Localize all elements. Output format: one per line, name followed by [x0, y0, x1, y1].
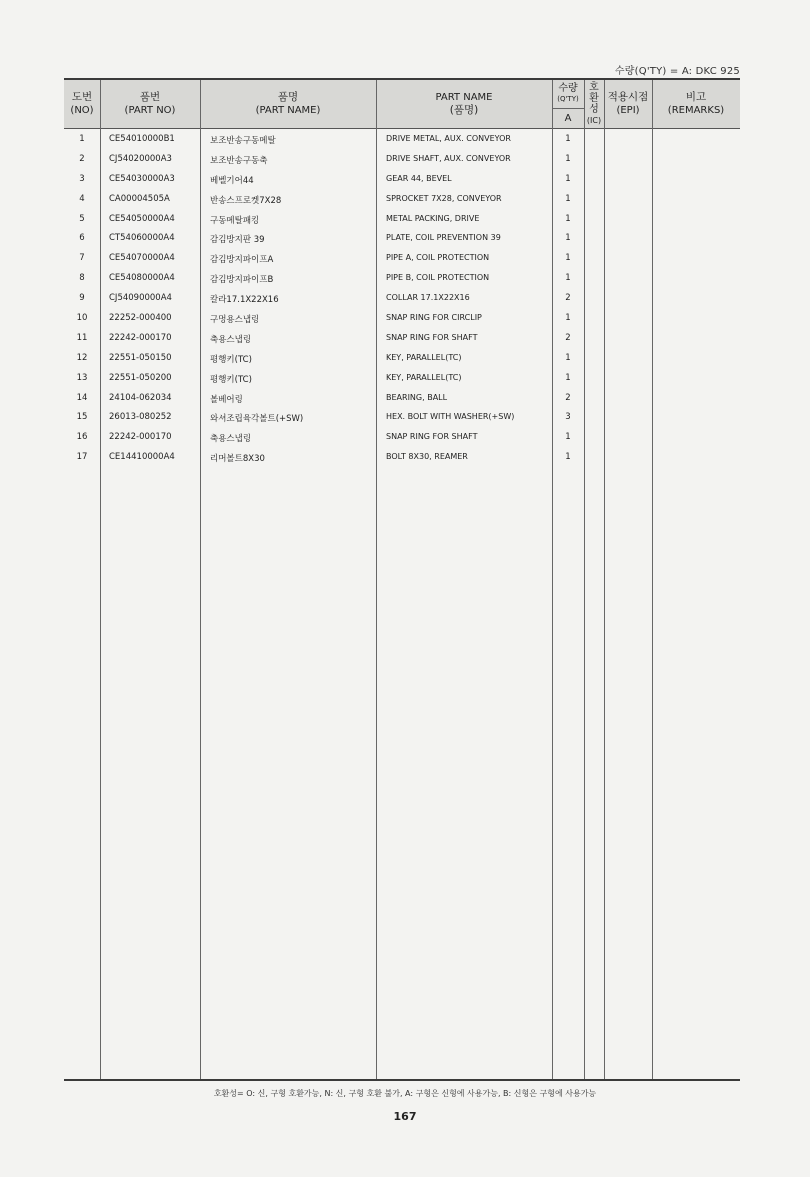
table-row: [64, 150, 740, 170]
header-part-name-ko-label: 품명: [277, 91, 299, 103]
header-ic-ko-1: 호: [589, 82, 599, 93]
table-row: [64, 210, 740, 230]
header-remarks: [652, 80, 740, 128]
row-part-no: CA00004505A: [109, 193, 170, 204]
header-part-no-ko: 품번: [139, 91, 161, 103]
table-row: [64, 389, 740, 409]
compatibility-footnote: 호환성= O: 신, 구형 호환가능, N: 신, 구형 호환 불가, A: 구형은 신형에 사용가능, B: 신형은 구형에 사용가능: [213, 1089, 597, 1098]
header-ic-ko-3: 성: [589, 104, 599, 115]
row-part-no: 22242-000170: [109, 432, 172, 443]
row-name-en: PIPE A, COIL PROTECTION: [386, 253, 490, 263]
row-name-en: BEARING, BALL: [386, 392, 448, 402]
header-part-no: [100, 80, 200, 128]
header-qty: [552, 80, 584, 128]
row-qty: 1: [565, 352, 571, 363]
row-part-no: 22551-050200: [109, 372, 172, 383]
table-row: [64, 229, 740, 249]
row-name-ko: 반송스프로켓7X28: [210, 195, 282, 206]
row-qty: 1: [565, 153, 571, 164]
table-row: [64, 408, 740, 428]
row-part-no: CJ54090000A4: [109, 293, 172, 304]
row-name-en: DRIVE SHAFT, AUX. CONVEYOR: [386, 153, 511, 163]
row-name-ko: 보조반송구동메탈: [210, 136, 276, 146]
row-name-en: METAL PACKING, DRIVE: [386, 213, 480, 223]
row-part-no: CJ54020000A3: [109, 153, 172, 164]
table-row: [64, 130, 740, 150]
header-ic-en: (IC): [586, 116, 602, 125]
header-ic-ko-2: 환: [589, 93, 599, 104]
row-qty: 2: [565, 392, 571, 403]
header-remarks-ko: 비고: [685, 91, 707, 103]
row-no: 14: [76, 392, 88, 403]
header-qty-en: (Q'TY): [557, 95, 579, 103]
table-row: [64, 329, 740, 349]
row-name-en: COLLAR 17.1X22X16: [386, 293, 470, 303]
header-ic: [584, 80, 604, 128]
header-part-name-main: PART NAME: [435, 92, 493, 103]
row-part-no: CE54010000B1: [109, 134, 175, 144]
row-name-en: GEAR 44, BEVEL: [386, 173, 452, 183]
row-name-ko: 볼베어링: [210, 394, 243, 405]
header-part-name-en-label: (PART NAME): [255, 105, 321, 116]
header-epi-ko: 적용시점: [607, 91, 649, 103]
row-no: 1: [79, 134, 85, 144]
header-qty-top: [552, 80, 584, 109]
row-name-en: KEY, PARALLEL(TC): [386, 372, 462, 382]
row-name-en: SNAP RING FOR CIRCLIP: [386, 313, 482, 323]
row-qty: 1: [565, 432, 571, 443]
header-epi-en: (EPI): [616, 105, 640, 116]
table-row: [64, 269, 740, 289]
table-row: [64, 369, 740, 389]
table-row: [64, 249, 740, 269]
header-part-name-en: [376, 80, 552, 128]
row-qty: 1: [565, 173, 571, 184]
header-qty-col-a: A: [564, 112, 572, 124]
row-name-ko: 구동메탈패킹: [210, 215, 260, 226]
parts-table: [64, 78, 740, 1081]
table-row: [64, 428, 740, 448]
table-row: [64, 309, 740, 329]
header-epi: [604, 80, 652, 128]
row-qty: 1: [565, 273, 571, 284]
row-name-ko: 베벨기어44: [210, 175, 254, 186]
row-name-ko: 평행키(TC): [210, 354, 252, 365]
row-part-no: 24104-062034: [109, 392, 172, 403]
row-name-en: BOLT 8X30, REAMER: [386, 452, 468, 462]
row-part-no: 22242-000170: [109, 332, 172, 343]
row-no: 4: [79, 193, 85, 204]
table-row: [64, 349, 740, 369]
table-bottom-rule: [64, 1079, 740, 1081]
row-qty: 1: [565, 233, 571, 244]
row-no: 10: [76, 313, 88, 324]
header-part-name-main-sub: (품명): [449, 104, 479, 116]
row-no: 15: [76, 412, 88, 423]
row-qty: 1: [565, 372, 571, 383]
row-part-no: CE14410000A4: [109, 452, 175, 463]
row-name-en: SNAP RING FOR SHAFT: [386, 332, 478, 342]
row-name-ko: 감김방지판 39: [210, 235, 265, 246]
row-no: 8: [79, 273, 85, 284]
row-no: 12: [76, 352, 88, 363]
row-part-no: 22551-050150: [109, 352, 172, 363]
row-no: 7: [79, 253, 85, 264]
row-no: 9: [79, 293, 85, 304]
row-part-no: CE54070000A4: [109, 253, 175, 264]
table-row: [64, 448, 740, 468]
row-name-ko: 구멍용스냅링: [210, 315, 260, 326]
page-number: 167: [393, 1110, 417, 1123]
row-name-ko: 칼라17.1X22X16: [210, 295, 279, 306]
header-no-ko: 도번: [71, 91, 93, 103]
row-qty: 2: [565, 332, 571, 343]
row-part-no: CE54030000A3: [109, 173, 175, 184]
row-qty: 3: [565, 412, 571, 423]
row-name-ko: 축용스냅링: [210, 334, 252, 345]
row-no: 6: [79, 233, 85, 244]
row-name-en: PLATE, COIL PREVENTION 39: [386, 233, 501, 243]
header-qty-ko: 수량: [558, 83, 578, 94]
row-name-ko: 보조반송구동축: [210, 155, 268, 166]
row-no: 13: [76, 372, 88, 383]
row-part-no: CT54060000A4: [109, 233, 175, 244]
header-no-en: (NO): [70, 105, 94, 116]
row-name-en: SPROCKET 7X28, CONVEYOR: [386, 193, 502, 203]
row-no: 5: [79, 213, 85, 224]
row-qty: 1: [565, 213, 571, 224]
header-no: [64, 80, 100, 128]
quantity-note: 수량(Q'TY) = A: DKC 925: [614, 66, 740, 77]
row-no: 3: [79, 173, 85, 184]
row-no: 11: [76, 332, 88, 343]
row-part-no: 26013-080252: [109, 412, 172, 423]
row-name-ko: 리머볼트8X30: [210, 454, 265, 465]
row-name-ko: 감김방지파이프B: [210, 275, 274, 286]
row-qty: 2: [565, 293, 571, 304]
row-qty: 1: [565, 253, 571, 264]
row-name-en: PIPE B, COIL PROTECTION: [386, 273, 490, 283]
row-part-no: CE54080000A4: [109, 273, 175, 284]
row-qty: 1: [565, 134, 571, 144]
table-row: [64, 289, 740, 309]
row-name-en: HEX. BOLT WITH WASHER(+SW): [386, 412, 515, 422]
row-qty: 1: [565, 193, 571, 204]
header-part-name-ko: [200, 80, 376, 128]
row-part-no: CE54050000A4: [109, 213, 175, 224]
table-row: [64, 170, 740, 190]
row-name-en: DRIVE METAL, AUX. CONVEYOR: [386, 134, 511, 143]
row-no: 17: [76, 452, 88, 463]
row-name-ko: 와셔조립육각볼트(+SW): [210, 414, 304, 425]
row-no: 2: [79, 153, 85, 164]
row-part-no: 22252-000400: [109, 313, 172, 324]
row-name-en: KEY, PARALLEL(TC): [386, 352, 462, 362]
header-part-no-en: (PART NO): [124, 105, 176, 116]
row-no: 16: [76, 432, 88, 443]
row-name-ko: 평행키(TC): [210, 374, 252, 385]
table-body: [64, 130, 740, 468]
row-qty: 1: [565, 452, 571, 463]
header-remarks-en: (REMARKS): [667, 105, 725, 116]
row-name-ko: 축용스냅링: [210, 434, 252, 445]
table-row: [64, 190, 740, 210]
row-name-ko: 감김방지파이프A: [210, 255, 274, 266]
row-qty: 1: [565, 313, 571, 324]
row-name-en: SNAP RING FOR SHAFT: [386, 432, 478, 442]
